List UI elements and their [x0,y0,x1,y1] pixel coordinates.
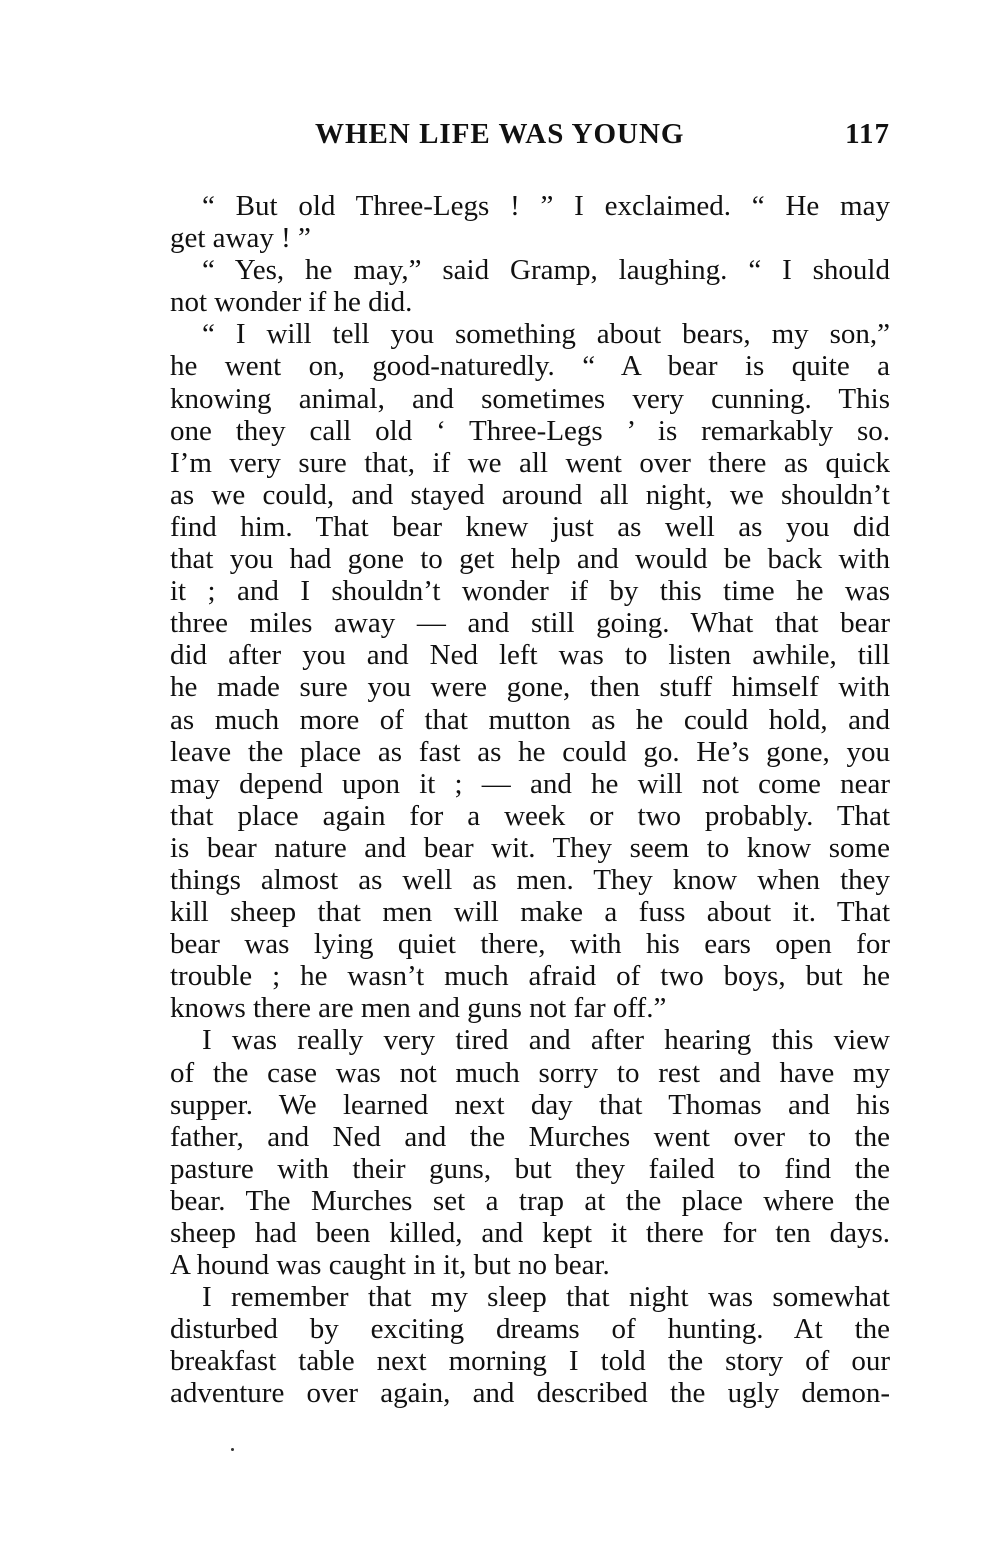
page-number: 117 [845,118,890,150]
text-line: father, and Ned and the Murches went over to the [170,1120,890,1153]
text-line: I’m very sure that, if we all went over there as quick [170,446,890,479]
running-head [170,112,890,160]
text-line: he made sure you were gone, then stuff himself with [170,671,890,704]
text-line: as we could, and stayed around all night, we shouldn’t [170,478,890,511]
print-speck [231,1448,234,1451]
text-line: kill sheep that men will make a fuss about it. That [170,896,890,929]
text-line: as much more of that mutton as he could hold, and [170,703,890,736]
text-line: one they call old ‘ Three-Legs ’ is remarkably so. [170,414,890,447]
text-line: he went on, good-naturedly. “ A bear is quite a [170,350,890,383]
text-line: that you had gone to get help and would be back with [170,543,890,576]
text-line: things almost as well as men. They know when they [170,863,890,896]
text-line: of the case was not much sorry to rest and have my [170,1056,890,1089]
running-title: WHEN LIFE WAS YOUNG [315,118,685,150]
text-line: pasture with their guns, but they failed to find the [170,1152,890,1185]
text-line: supper. We learned next day that Thomas and his [170,1088,890,1121]
text-line: bear was lying quiet there, with his ears open for [170,928,890,961]
text-line: “ Yes, he may,” said Gramp, laughing. “ I should [202,254,890,287]
text-line: knowing animal, and sometimes very cunning. This [170,382,890,415]
text-line: I was really very tired and after hearing this view [202,1024,890,1057]
text-line: not wonder if he did. [170,286,413,319]
text-line: “ But old Three-Legs ! ” I exclaimed. “ He may [202,190,890,222]
text-line: get away ! ” [170,222,311,255]
text-line: disturbed by exciting dreams of hunting. At the [170,1313,890,1346]
text-line: that place again for a week or two probably. That [170,799,890,832]
text-line: bear. The Murches set a trap at the place where the [170,1184,890,1217]
text-line: knows there are men and guns not far off.” [170,992,667,1025]
text-line: breakfast table next morning I told the story of our [170,1345,890,1378]
text-line: I remember that my sleep that night was somewhat [202,1281,890,1314]
text-line: leave the place as fast as he could go. He’s gone, you [170,735,890,768]
text-line: adventure over again, and described the ugly demon- [170,1377,890,1410]
text-line: may depend upon it ; — and he will not come near [170,767,890,800]
text-line: did after you and Ned left was to listen awhile, till [170,639,890,672]
text-line: it ; and I shouldn’t wonder if by this time he was [170,575,890,608]
text-line: trouble ; he wasn’t much afraid of two boys, but he [170,960,890,993]
text-line: A hound was caught in it, but no bear. [170,1249,610,1282]
text-line: three miles away — and still going. What that bear [170,607,890,640]
text-line: find him. That bear knew just as well as you did [170,510,890,543]
text-line: “ I will tell you something about bears, my son,” [202,318,890,351]
text-line: sheep had been killed, and kept it there for ten days. [170,1217,890,1249]
body-text [170,190,890,1410]
text-line: is bear nature and bear wit. They seem to know some [170,831,890,864]
